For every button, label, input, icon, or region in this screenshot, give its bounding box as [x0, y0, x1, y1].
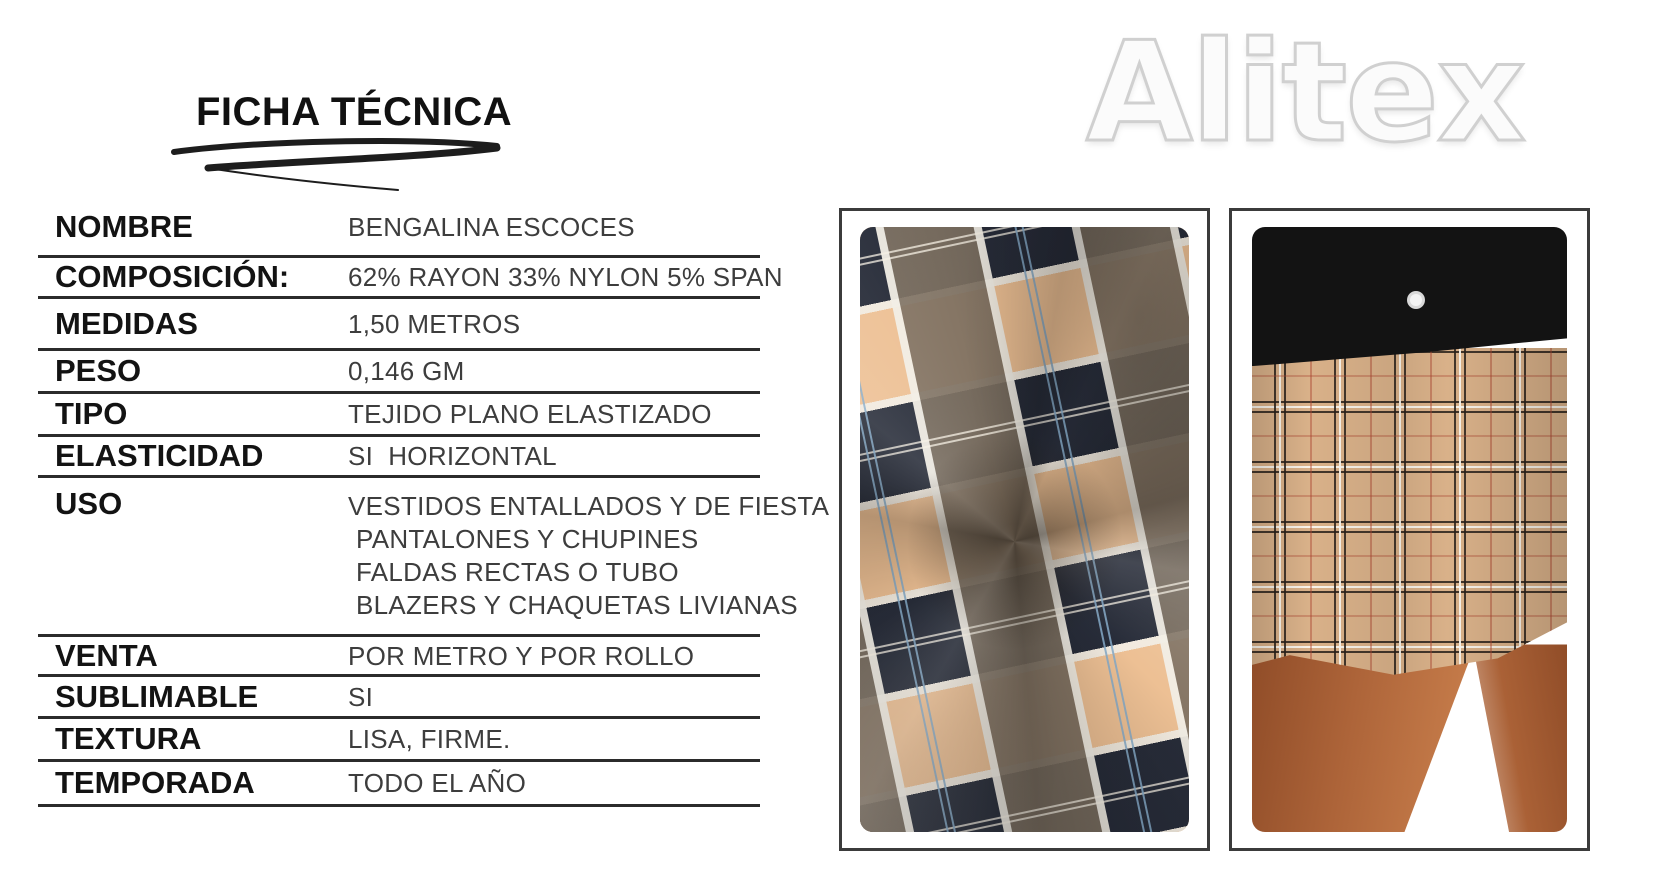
fabric-photo-frame [839, 208, 1210, 851]
model-leg-right [1466, 644, 1567, 832]
spec-row-venta [38, 637, 760, 677]
spec-label: TEMPORADA [55, 765, 255, 800]
black-shirt [1252, 227, 1567, 366]
spec-value: POR METRO Y POR ROLLO [348, 640, 695, 671]
spec-label: MEDIDAS [55, 305, 198, 341]
spec-value: TEJIDO PLANO ELASTIZADO [348, 399, 712, 429]
spec-label: SUBLIMABLE [55, 678, 259, 714]
spec-row-textura [38, 719, 760, 762]
fabric-swirl-shading [860, 227, 1189, 832]
spec-value: LISA, FIRME. [348, 724, 511, 754]
spec-row-sublimable [38, 677, 760, 719]
page-title: FICHA TÉCNICA [196, 90, 513, 134]
spec-value: 62% RAYON 33% NYLON 5% SPAN [348, 262, 783, 292]
spec-row-composicion [38, 258, 783, 299]
model-leg-left [1252, 644, 1473, 832]
spec-label: NOMBRE [55, 208, 193, 244]
spec-value: SI [348, 681, 374, 712]
spec-row-peso [38, 351, 760, 394]
spec-label: PESO [55, 353, 142, 388]
spec-value: BENGALINA ESCOCES [348, 211, 635, 242]
spec-label: VENTA [55, 637, 158, 673]
spec-value: TODO EL AÑO [348, 768, 527, 798]
shirt-button [1410, 294, 1422, 306]
uso-value-list [348, 478, 829, 622]
model-photo-frame [1229, 208, 1590, 851]
spec-table [38, 198, 830, 807]
spec-row-nombre [38, 198, 760, 258]
uso-value-line: BLAZERS Y CHAQUETAS LIVIANAS [356, 590, 798, 620]
plaid-skirt-photo [1252, 227, 1567, 832]
spec-row-tipo [38, 394, 760, 437]
spec-label: USO [55, 486, 123, 521]
spec-value: 1,50 METROS [348, 308, 521, 339]
spec-label: COMPOSICIÓN: [55, 259, 290, 294]
spec-row-uso [38, 478, 830, 637]
brand-logo: Alitex [1086, 12, 1524, 173]
spec-label: TIPO [55, 396, 128, 431]
spec-value: SI HORIZONTAL [348, 441, 557, 471]
spec-row-temporada [38, 762, 760, 807]
plaid-skirt [1252, 348, 1567, 675]
spec-label: ELASTICIDAD [55, 438, 264, 473]
fabric-swatch-photo [860, 227, 1189, 832]
title-underline-brush-stroke [166, 134, 506, 196]
spec-row-elasticidad [38, 437, 760, 478]
spec-value: 0,146 GM [348, 356, 465, 386]
uso-value-line: FALDAS RECTAS O TUBO [356, 557, 679, 587]
uso-value-line: VESTIDOS ENTALLADOS Y DE FIESTA [348, 491, 830, 521]
spec-label: TEXTURA [55, 721, 202, 756]
spec-row-medidas [38, 299, 760, 351]
uso-value-line: PANTALONES Y CHUPINES [356, 524, 699, 554]
